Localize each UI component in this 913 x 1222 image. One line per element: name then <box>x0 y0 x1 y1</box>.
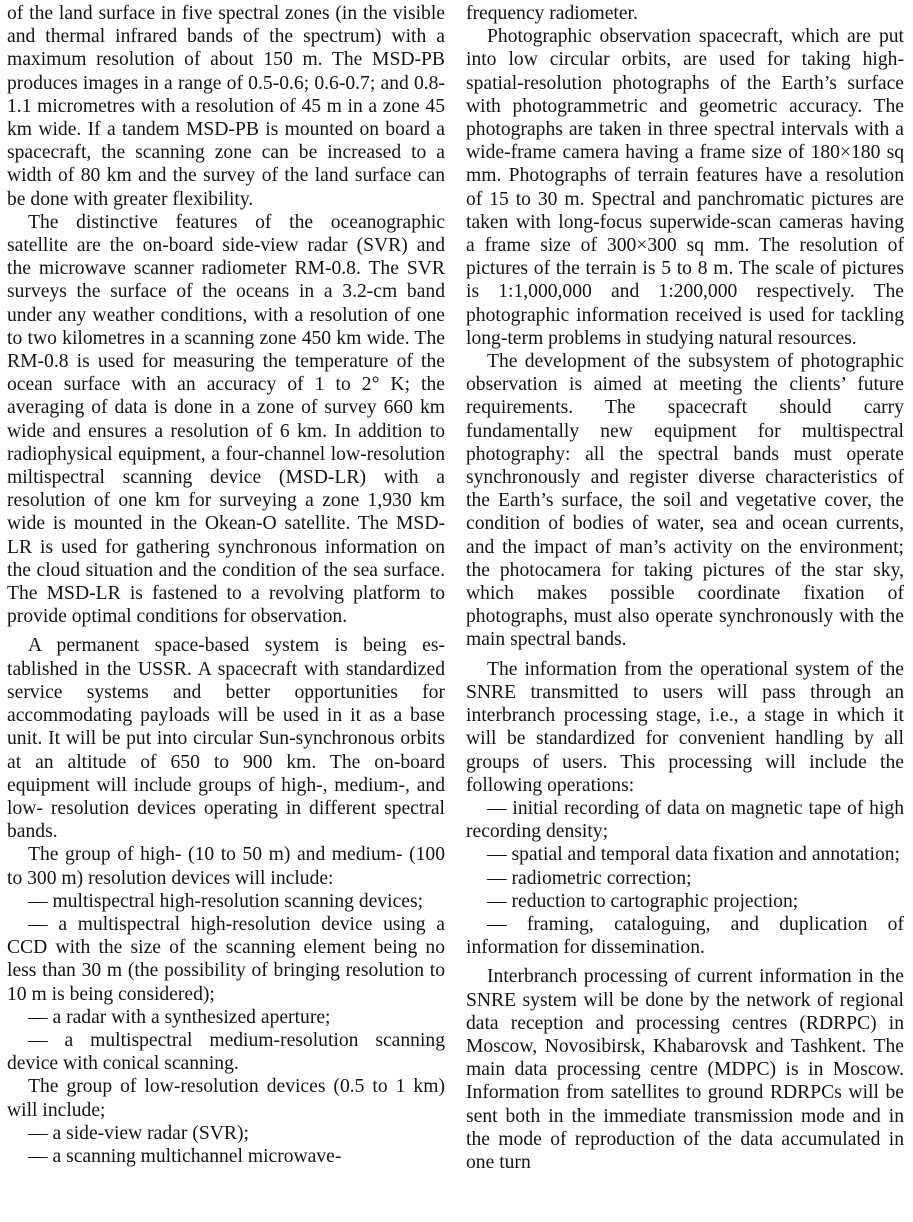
paragraph-photographic-spacecraft: Photographic observation spacecraft, which are put into low circular orbits, are used for taking high-spatial-resolution photographs of the Earth’s surface with photogrammetric and geometric accuracy. The photographs are taken in three spectral intervals with a wide-frame camera having a frame size of 180×180 sq mm. Photographs of terrain features have a resolution of 15 to 30 m. Spectral and panchromatic pictures are taken with long-focus superwide-scan cameras having a frame size of 300×300 sq mm. The resolution of pictures of the terrain is 5 to 8 m. The scale of pictures is 1:1,000,000 and 1:200,000 respectively. The photographic information received is used for tackling long-term problems in studying natural resources. <box>466 26 904 349</box>
right-column <box>466 2 904 1174</box>
list-item-scanning-devices: — multispectral high-resolution scanning devices; <box>28 890 424 912</box>
paragraph-high-medium-group-intro: The group of high- (10 to 50 m) and medium- (100 to 300 m) resolution devices will include: <box>7 844 445 889</box>
list-item-conical-scanning: — a multispectral medium-resolution scanning device with conical scanning. <box>7 1029 445 1075</box>
list-item-ccd-device: — a multispectral high-resolution device using a CCD with the size of the scanning element being no less than 30 m (the possibility of bringing resolution to 10 m is being considered); <box>7 913 445 1005</box>
paragraph-radiometer-continued: frequency radiometer. <box>466 3 638 24</box>
list-item-cartographic-projection: — reduction to cartographic projection; <box>487 890 799 912</box>
list-item-radiometric-correction: — radiometric correction; <box>487 867 692 889</box>
list-item-data-fixation: — spatial and temporal data fixation and annotation; <box>487 844 900 866</box>
paragraph-interbranch-processing: Interbranch processing of current information in the SNRE system will be done by the network of regional data reception and processing centres (RDRPC) in Moscow, Novosibirsk, Khabarovsk and Tashkent. The main data processing centre (MDPC) is in Moscow. Information from satellites to ground RDRPCs will be sent both in the immediate transmission mode and in the mode of reproduction of the data accumulated in one turn <box>466 966 904 1173</box>
list-item-microwave-radiometer: — a scanning multichannel microwave- <box>28 1145 342 1167</box>
list-item-side-view-radar: — a side-view radar (SVR); <box>28 1122 249 1144</box>
list-item-framing-cataloguing: — framing, cataloguing, and duplication of information for dissemination. <box>466 913 904 959</box>
list-item-initial-recording: — initial recording of data on magnetic tape of high recording density; <box>466 797 904 843</box>
left-column <box>7 2 445 1168</box>
list-item-synthesized-radar: — a radar with a synthesized aperture; <box>28 1006 331 1028</box>
paragraph-oceanographic-satellite: The distinctive features of the oceanographic satellite are the on-board side-view radar (SVR) and the microwave scanner radiometer RM-0.8. The SVR surveys the surface of the oceans in a 3.2-cm band under any weather conditions, with a resolution of one to two kilometres in a scanning zone 450 km wide. The RM-0.8 is used for measuring the temperature of the ocean surface with an accuracy of 1 to 2° K; the averaging of data is done in a zone of survey 660 km wide and ensures a resolution of 6 km. In addition to radiophysical equipment, a four-channel low-resolution miltispectral scanning device (MSD-LR) with a resolution of one km for surveying a zone 1,930 km wide is mounted in the Okean-O satellite. The MSD-LR is used for gathering synchronous information on the cloud situation and the condition of the sea surface. The MSD-LR is fastened to a revolving platform to provide optimal conditions for observation. <box>7 211 445 628</box>
paragraph-snre-information: The information from the operational system of the SNRE transmitted to users will pass through an interbranch processing stage, i.e., a stage in which it will be standardized for convenient handling by all groups of users. This processing will include the following operations: <box>466 658 904 796</box>
paragraph-permanent-system: A permanent space-based system is being established in the USSR. A spacecraft with standardized service systems and better opportunities for accommodating payloads will be used in it as a base unit. It will be put into circular Sun-synchronous orbits at an altitude of 650 to 900 km. The on-board equipment will include groups of high-, medium-, and low- resolution devices operating in different spectral bands. <box>7 635 445 843</box>
paragraph-msd-pb-continued: of the land surface in five spectral zones (in the visible and thermal infrared bands of the spectrum) with a maximum resolution of about 150 m. The MSD-PB produces images in a range of 0.5-0.6; 0.6-0.7; and 0.8-1.1 micrometres with a resolution of 45 m in a zone 45 km wide. If a tandem MSD-PB is mounted on board a spacecraft, the scanning zone can be increased to a width of 80 km and the survey of the land surface can be done with greater flexibility. <box>7 3 445 210</box>
paragraph-photographic-subsystem: The development of the subsystem of photographic observation is aimed at meeting the clients’ future requirements. The spacecraft should carry fundamentally new equipment for multispectral photography: all the spectral bands must operate synchronously and register diverse characteristics of the Earth’s surface, the soil and vegetative cover, the condition of bodies of water, sea and ocean currents, and the impact of man’s activity on the environment; the photocamera for taking pictures of the star sky, which makes possible coordinate fixation of photographs, must also operate synchronously with the main spectral bands. <box>466 351 904 651</box>
paragraph-low-resolution-group-intro: The group of low-resolution devices (0.5 to 1 km) will include; <box>7 1076 445 1121</box>
